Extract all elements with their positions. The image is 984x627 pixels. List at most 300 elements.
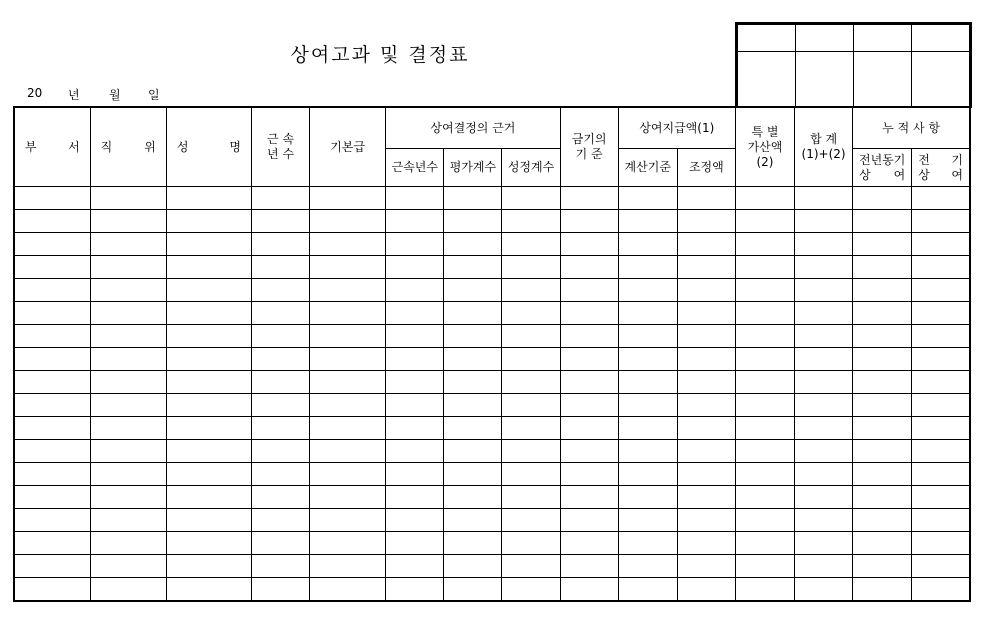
table-cell[interactable] [795, 302, 853, 325]
table-cell[interactable] [251, 486, 309, 509]
table-cell[interactable] [560, 187, 618, 210]
table-row [14, 371, 970, 394]
table-cell[interactable] [444, 555, 502, 578]
table-cell[interactable] [735, 302, 794, 325]
table-cell[interactable] [386, 187, 444, 210]
table-cell[interactable] [310, 440, 386, 463]
table-cell[interactable] [310, 210, 386, 233]
table-cell[interactable] [677, 256, 735, 279]
table-cell[interactable] [90, 417, 166, 440]
table-cell[interactable] [14, 302, 90, 325]
table-cell[interactable] [735, 325, 794, 348]
table-cell[interactable] [444, 463, 502, 486]
table-cell[interactable] [677, 463, 735, 486]
table-cell[interactable] [444, 394, 502, 417]
table-cell[interactable] [444, 578, 502, 602]
header-dept: 부 서 [14, 107, 90, 187]
table-cell[interactable] [444, 233, 502, 256]
table-cell[interactable] [90, 187, 166, 210]
table-cell[interactable] [90, 509, 166, 532]
table-cell[interactable] [251, 187, 309, 210]
table-cell[interactable] [618, 417, 677, 440]
table-cell[interactable] [444, 509, 502, 532]
table-cell[interactable] [166, 440, 251, 463]
table-cell[interactable] [853, 555, 912, 578]
table-cell[interactable] [310, 532, 386, 555]
table-cell[interactable] [677, 509, 735, 532]
table-cell[interactable] [251, 348, 309, 371]
header-payment-adjust: 조정액 [677, 149, 735, 187]
table-cell[interactable] [310, 578, 386, 602]
approval-sign-cell[interactable] [796, 52, 854, 108]
table-cell[interactable] [560, 394, 618, 417]
table-cell[interactable] [735, 486, 794, 509]
table-cell[interactable] [618, 210, 677, 233]
table-cell[interactable] [310, 348, 386, 371]
header-payment-calc: 계산기준 [618, 149, 677, 187]
table-cell[interactable] [677, 187, 735, 210]
table-cell[interactable] [677, 302, 735, 325]
table-cell[interactable] [735, 187, 794, 210]
table-cell[interactable] [618, 463, 677, 486]
table-cell[interactable] [502, 302, 560, 325]
table-cell[interactable] [560, 348, 618, 371]
table-cell[interactable] [14, 348, 90, 371]
table-cell[interactable] [166, 279, 251, 302]
table-cell[interactable] [912, 394, 970, 417]
table-cell[interactable] [912, 302, 970, 325]
table-cell[interactable] [251, 555, 309, 578]
table-cell[interactable] [560, 440, 618, 463]
table-cell[interactable] [853, 325, 912, 348]
table-cell[interactable] [560, 233, 618, 256]
table-cell[interactable] [912, 440, 970, 463]
table-cell[interactable] [386, 509, 444, 532]
table-cell[interactable] [795, 440, 853, 463]
table-cell[interactable] [912, 463, 970, 486]
table-cell[interactable] [560, 371, 618, 394]
table-cell[interactable] [853, 187, 912, 210]
table-cell[interactable] [14, 509, 90, 532]
table-cell[interactable] [853, 302, 912, 325]
table-cell[interactable] [166, 578, 251, 602]
table-cell[interactable] [912, 210, 970, 233]
table-cell[interactable] [166, 348, 251, 371]
table-cell[interactable] [14, 463, 90, 486]
table-cell[interactable] [386, 256, 444, 279]
table-cell[interactable] [502, 348, 560, 371]
table-cell[interactable] [560, 463, 618, 486]
table-cell[interactable] [310, 187, 386, 210]
table-cell[interactable] [735, 233, 794, 256]
table-cell[interactable] [386, 555, 444, 578]
table-cell[interactable] [618, 348, 677, 371]
table-cell[interactable] [795, 417, 853, 440]
table-cell[interactable] [166, 394, 251, 417]
table-cell[interactable] [795, 256, 853, 279]
header-special: 특 별 가산액 (2) [735, 107, 794, 187]
table-cell[interactable] [90, 325, 166, 348]
table-cell[interactable] [853, 509, 912, 532]
table-cell[interactable] [90, 371, 166, 394]
table-cell[interactable] [795, 463, 853, 486]
header-amount-basis: 금기의 기 준 [560, 107, 618, 187]
table-cell[interactable] [251, 578, 309, 602]
table-cell[interactable] [912, 233, 970, 256]
table-cell[interactable] [618, 187, 677, 210]
table-cell[interactable] [444, 440, 502, 463]
table-cell[interactable] [912, 348, 970, 371]
approval-box [735, 22, 972, 108]
table-cell[interactable] [386, 210, 444, 233]
table-cell[interactable] [14, 532, 90, 555]
table-cell[interactable] [618, 555, 677, 578]
table-cell[interactable] [90, 578, 166, 602]
table-cell[interactable] [386, 279, 444, 302]
table-cell[interactable] [251, 509, 309, 532]
table-cell[interactable] [618, 486, 677, 509]
table-cell[interactable] [14, 233, 90, 256]
table-cell[interactable] [251, 532, 309, 555]
table-cell[interactable] [795, 578, 853, 602]
table-cell[interactable] [90, 394, 166, 417]
table-cell[interactable] [795, 509, 853, 532]
table-cell[interactable] [444, 325, 502, 348]
table-cell[interactable] [912, 256, 970, 279]
table-cell[interactable] [14, 256, 90, 279]
table-cell[interactable] [166, 256, 251, 279]
year-prefix: 20 [27, 86, 43, 100]
table-cell[interactable] [444, 348, 502, 371]
table-cell[interactable] [853, 578, 912, 602]
table-cell[interactable] [735, 256, 794, 279]
table-cell[interactable] [618, 440, 677, 463]
table-cell[interactable] [251, 302, 309, 325]
table-cell[interactable] [677, 371, 735, 394]
table-cell[interactable] [251, 279, 309, 302]
table-cell[interactable] [251, 463, 309, 486]
table-cell[interactable] [795, 371, 853, 394]
table-row [14, 463, 970, 486]
table-cell[interactable] [912, 509, 970, 532]
table-cell[interactable] [735, 463, 794, 486]
table-row [14, 187, 970, 210]
header-base-pay: 기본급 [310, 107, 386, 187]
table-cell[interactable] [166, 302, 251, 325]
table-cell[interactable] [677, 532, 735, 555]
table-cell[interactable] [560, 532, 618, 555]
table-cell[interactable] [90, 555, 166, 578]
table-cell[interactable] [795, 486, 853, 509]
table-cell[interactable] [444, 187, 502, 210]
table-cell[interactable] [735, 371, 794, 394]
table-cell[interactable] [853, 394, 912, 417]
table-cell[interactable] [251, 210, 309, 233]
table-cell[interactable] [310, 486, 386, 509]
table-cell[interactable] [560, 279, 618, 302]
table-cell[interactable] [90, 348, 166, 371]
table-cell[interactable] [853, 463, 912, 486]
table-cell[interactable] [444, 256, 502, 279]
table-cell[interactable] [444, 371, 502, 394]
table-cell[interactable] [912, 486, 970, 509]
table-cell[interactable] [795, 233, 853, 256]
table-cell[interactable] [386, 486, 444, 509]
table-cell[interactable] [90, 463, 166, 486]
table-cell[interactable] [677, 440, 735, 463]
table-cell[interactable] [618, 578, 677, 602]
table-cell[interactable] [444, 302, 502, 325]
table-cell[interactable] [251, 394, 309, 417]
table-row [14, 509, 970, 532]
table-row [14, 394, 970, 417]
table-cell[interactable] [735, 417, 794, 440]
table-cell[interactable] [90, 256, 166, 279]
table-cell[interactable] [444, 486, 502, 509]
table-cell[interactable] [90, 440, 166, 463]
table-cell[interactable] [502, 532, 560, 555]
table-cell[interactable] [386, 463, 444, 486]
table-cell[interactable] [677, 279, 735, 302]
table-cell[interactable] [853, 279, 912, 302]
table-cell[interactable] [560, 509, 618, 532]
table-cell[interactable] [166, 555, 251, 578]
table-cell[interactable] [735, 394, 794, 417]
table-cell[interactable] [502, 371, 560, 394]
table-cell[interactable] [386, 302, 444, 325]
table-cell[interactable] [166, 417, 251, 440]
table-cell[interactable] [677, 555, 735, 578]
table-cell[interactable] [795, 187, 853, 210]
table-cell[interactable] [735, 440, 794, 463]
table-cell[interactable] [386, 233, 444, 256]
table-cell[interactable] [618, 279, 677, 302]
table-cell[interactable] [14, 555, 90, 578]
table-cell[interactable] [677, 210, 735, 233]
header-basis-eval: 평가계수 [444, 149, 502, 187]
header-total: 합 계 (1)+(2) [795, 107, 853, 187]
table-cell[interactable] [560, 417, 618, 440]
table-cell[interactable] [386, 348, 444, 371]
table-cell[interactable] [560, 555, 618, 578]
table-cell[interactable] [166, 486, 251, 509]
table-cell[interactable] [310, 279, 386, 302]
header-years-service: 근 속 년 수 [251, 107, 309, 187]
table-cell[interactable] [386, 417, 444, 440]
table-cell[interactable] [310, 371, 386, 394]
table-cell[interactable] [386, 394, 444, 417]
table-cell[interactable] [502, 555, 560, 578]
table-cell[interactable] [90, 279, 166, 302]
table-cell[interactable] [90, 302, 166, 325]
table-cell[interactable] [14, 578, 90, 602]
table-cell[interactable] [677, 486, 735, 509]
table-cell[interactable] [560, 578, 618, 602]
table-cell[interactable] [166, 187, 251, 210]
table-cell[interactable] [795, 325, 853, 348]
table-cell[interactable] [14, 279, 90, 302]
table-cell[interactable] [795, 555, 853, 578]
table-cell[interactable] [14, 417, 90, 440]
table-cell[interactable] [912, 578, 970, 602]
table-cell[interactable] [677, 394, 735, 417]
table-cell[interactable] [502, 233, 560, 256]
table-cell[interactable] [795, 532, 853, 555]
table-cell[interactable] [502, 210, 560, 233]
table-cell[interactable] [677, 233, 735, 256]
table-cell[interactable] [912, 187, 970, 210]
table-cell[interactable] [502, 578, 560, 602]
table-cell[interactable] [618, 233, 677, 256]
table-cell[interactable] [618, 256, 677, 279]
approval-title-cell[interactable] [854, 25, 912, 52]
table-cell[interactable] [14, 210, 90, 233]
table-cell[interactable] [166, 210, 251, 233]
table-cell[interactable] [166, 532, 251, 555]
table-cell[interactable] [735, 348, 794, 371]
table-cell[interactable] [386, 532, 444, 555]
table-cell[interactable] [444, 417, 502, 440]
table-cell[interactable] [251, 325, 309, 348]
table-cell[interactable] [14, 394, 90, 417]
table-cell[interactable] [90, 486, 166, 509]
table-cell[interactable] [14, 486, 90, 509]
table-cell[interactable] [90, 532, 166, 555]
table-cell[interactable] [502, 463, 560, 486]
table-cell[interactable] [502, 325, 560, 348]
table-cell[interactable] [853, 256, 912, 279]
table-cell[interactable] [853, 532, 912, 555]
table-cell[interactable] [386, 325, 444, 348]
table-cell[interactable] [310, 555, 386, 578]
approval-sign-cell[interactable] [854, 52, 912, 108]
table-cell[interactable] [853, 417, 912, 440]
table-cell[interactable] [502, 279, 560, 302]
table-cell[interactable] [853, 440, 912, 463]
table-cell[interactable] [90, 233, 166, 256]
table-cell[interactable] [618, 509, 677, 532]
table-cell[interactable] [735, 279, 794, 302]
table-cell[interactable] [677, 578, 735, 602]
table-cell[interactable] [502, 509, 560, 532]
approval-sign-cell[interactable] [912, 52, 970, 108]
approval-sign-cell[interactable] [738, 52, 796, 108]
table-cell[interactable] [251, 417, 309, 440]
table-cell[interactable] [310, 302, 386, 325]
table-cell[interactable] [502, 256, 560, 279]
table-cell[interactable] [310, 233, 386, 256]
table-cell[interactable] [735, 555, 794, 578]
table-cell[interactable] [166, 325, 251, 348]
table-cell[interactable] [560, 256, 618, 279]
table-cell[interactable] [386, 371, 444, 394]
table-cell[interactable] [310, 417, 386, 440]
table-cell[interactable] [677, 325, 735, 348]
table-cell[interactable] [853, 210, 912, 233]
table-cell[interactable] [853, 486, 912, 509]
table-cell[interactable] [14, 440, 90, 463]
table-row [14, 555, 970, 578]
approval-title-cell[interactable] [738, 25, 796, 52]
table-cell[interactable] [677, 417, 735, 440]
table-cell[interactable] [853, 371, 912, 394]
table-cell[interactable] [735, 532, 794, 555]
table-cell[interactable] [735, 509, 794, 532]
table-cell[interactable] [795, 279, 853, 302]
table-cell[interactable] [251, 256, 309, 279]
table-body [14, 187, 970, 602]
table-cell[interactable] [618, 394, 677, 417]
table-cell[interactable] [912, 371, 970, 394]
table-cell[interactable] [444, 279, 502, 302]
table-row [14, 256, 970, 279]
table-cell[interactable] [251, 233, 309, 256]
table-cell[interactable] [912, 279, 970, 302]
table-cell[interactable] [310, 394, 386, 417]
table-cell[interactable] [502, 187, 560, 210]
table-cell[interactable] [310, 509, 386, 532]
table-cell[interactable] [502, 486, 560, 509]
table-cell[interactable] [14, 325, 90, 348]
table-cell[interactable] [90, 210, 166, 233]
table-cell[interactable] [912, 532, 970, 555]
table-cell[interactable] [444, 532, 502, 555]
table-cell[interactable] [735, 578, 794, 602]
table-cell[interactable] [14, 371, 90, 394]
table-cell[interactable] [251, 440, 309, 463]
table-cell[interactable] [166, 463, 251, 486]
table-cell[interactable] [502, 394, 560, 417]
table-cell[interactable] [560, 325, 618, 348]
table-cell[interactable] [502, 440, 560, 463]
table-cell[interactable] [618, 371, 677, 394]
table-cell[interactable] [677, 348, 735, 371]
table-cell[interactable] [853, 233, 912, 256]
approval-title-cell[interactable] [796, 25, 854, 52]
approval-title-cell[interactable] [912, 25, 970, 52]
table-cell[interactable] [795, 394, 853, 417]
table-cell[interactable] [618, 325, 677, 348]
table-cell[interactable] [795, 210, 853, 233]
table-cell[interactable] [853, 348, 912, 371]
table-cell[interactable] [310, 256, 386, 279]
table-cell[interactable] [310, 463, 386, 486]
table-cell[interactable] [912, 417, 970, 440]
table-cell[interactable] [795, 348, 853, 371]
table-cell[interactable] [618, 532, 677, 555]
table-cell[interactable] [912, 555, 970, 578]
table-cell[interactable] [166, 509, 251, 532]
table-cell[interactable] [386, 440, 444, 463]
header-basis-group: 상여결정의 근거 [386, 107, 560, 149]
table-cell[interactable] [166, 371, 251, 394]
table-cell[interactable] [310, 325, 386, 348]
table-cell[interactable] [912, 325, 970, 348]
table-cell[interactable] [14, 187, 90, 210]
table-cell[interactable] [251, 371, 309, 394]
table-cell[interactable] [560, 486, 618, 509]
table-cell[interactable] [560, 210, 618, 233]
table-cell[interactable] [166, 233, 251, 256]
table-cell[interactable] [502, 417, 560, 440]
table-cell[interactable] [386, 578, 444, 602]
header-name: 성 명 [166, 107, 251, 187]
table-cell[interactable] [560, 302, 618, 325]
table-cell[interactable] [444, 210, 502, 233]
table-cell[interactable] [735, 210, 794, 233]
table-row [14, 302, 970, 325]
table-cell[interactable] [618, 302, 677, 325]
